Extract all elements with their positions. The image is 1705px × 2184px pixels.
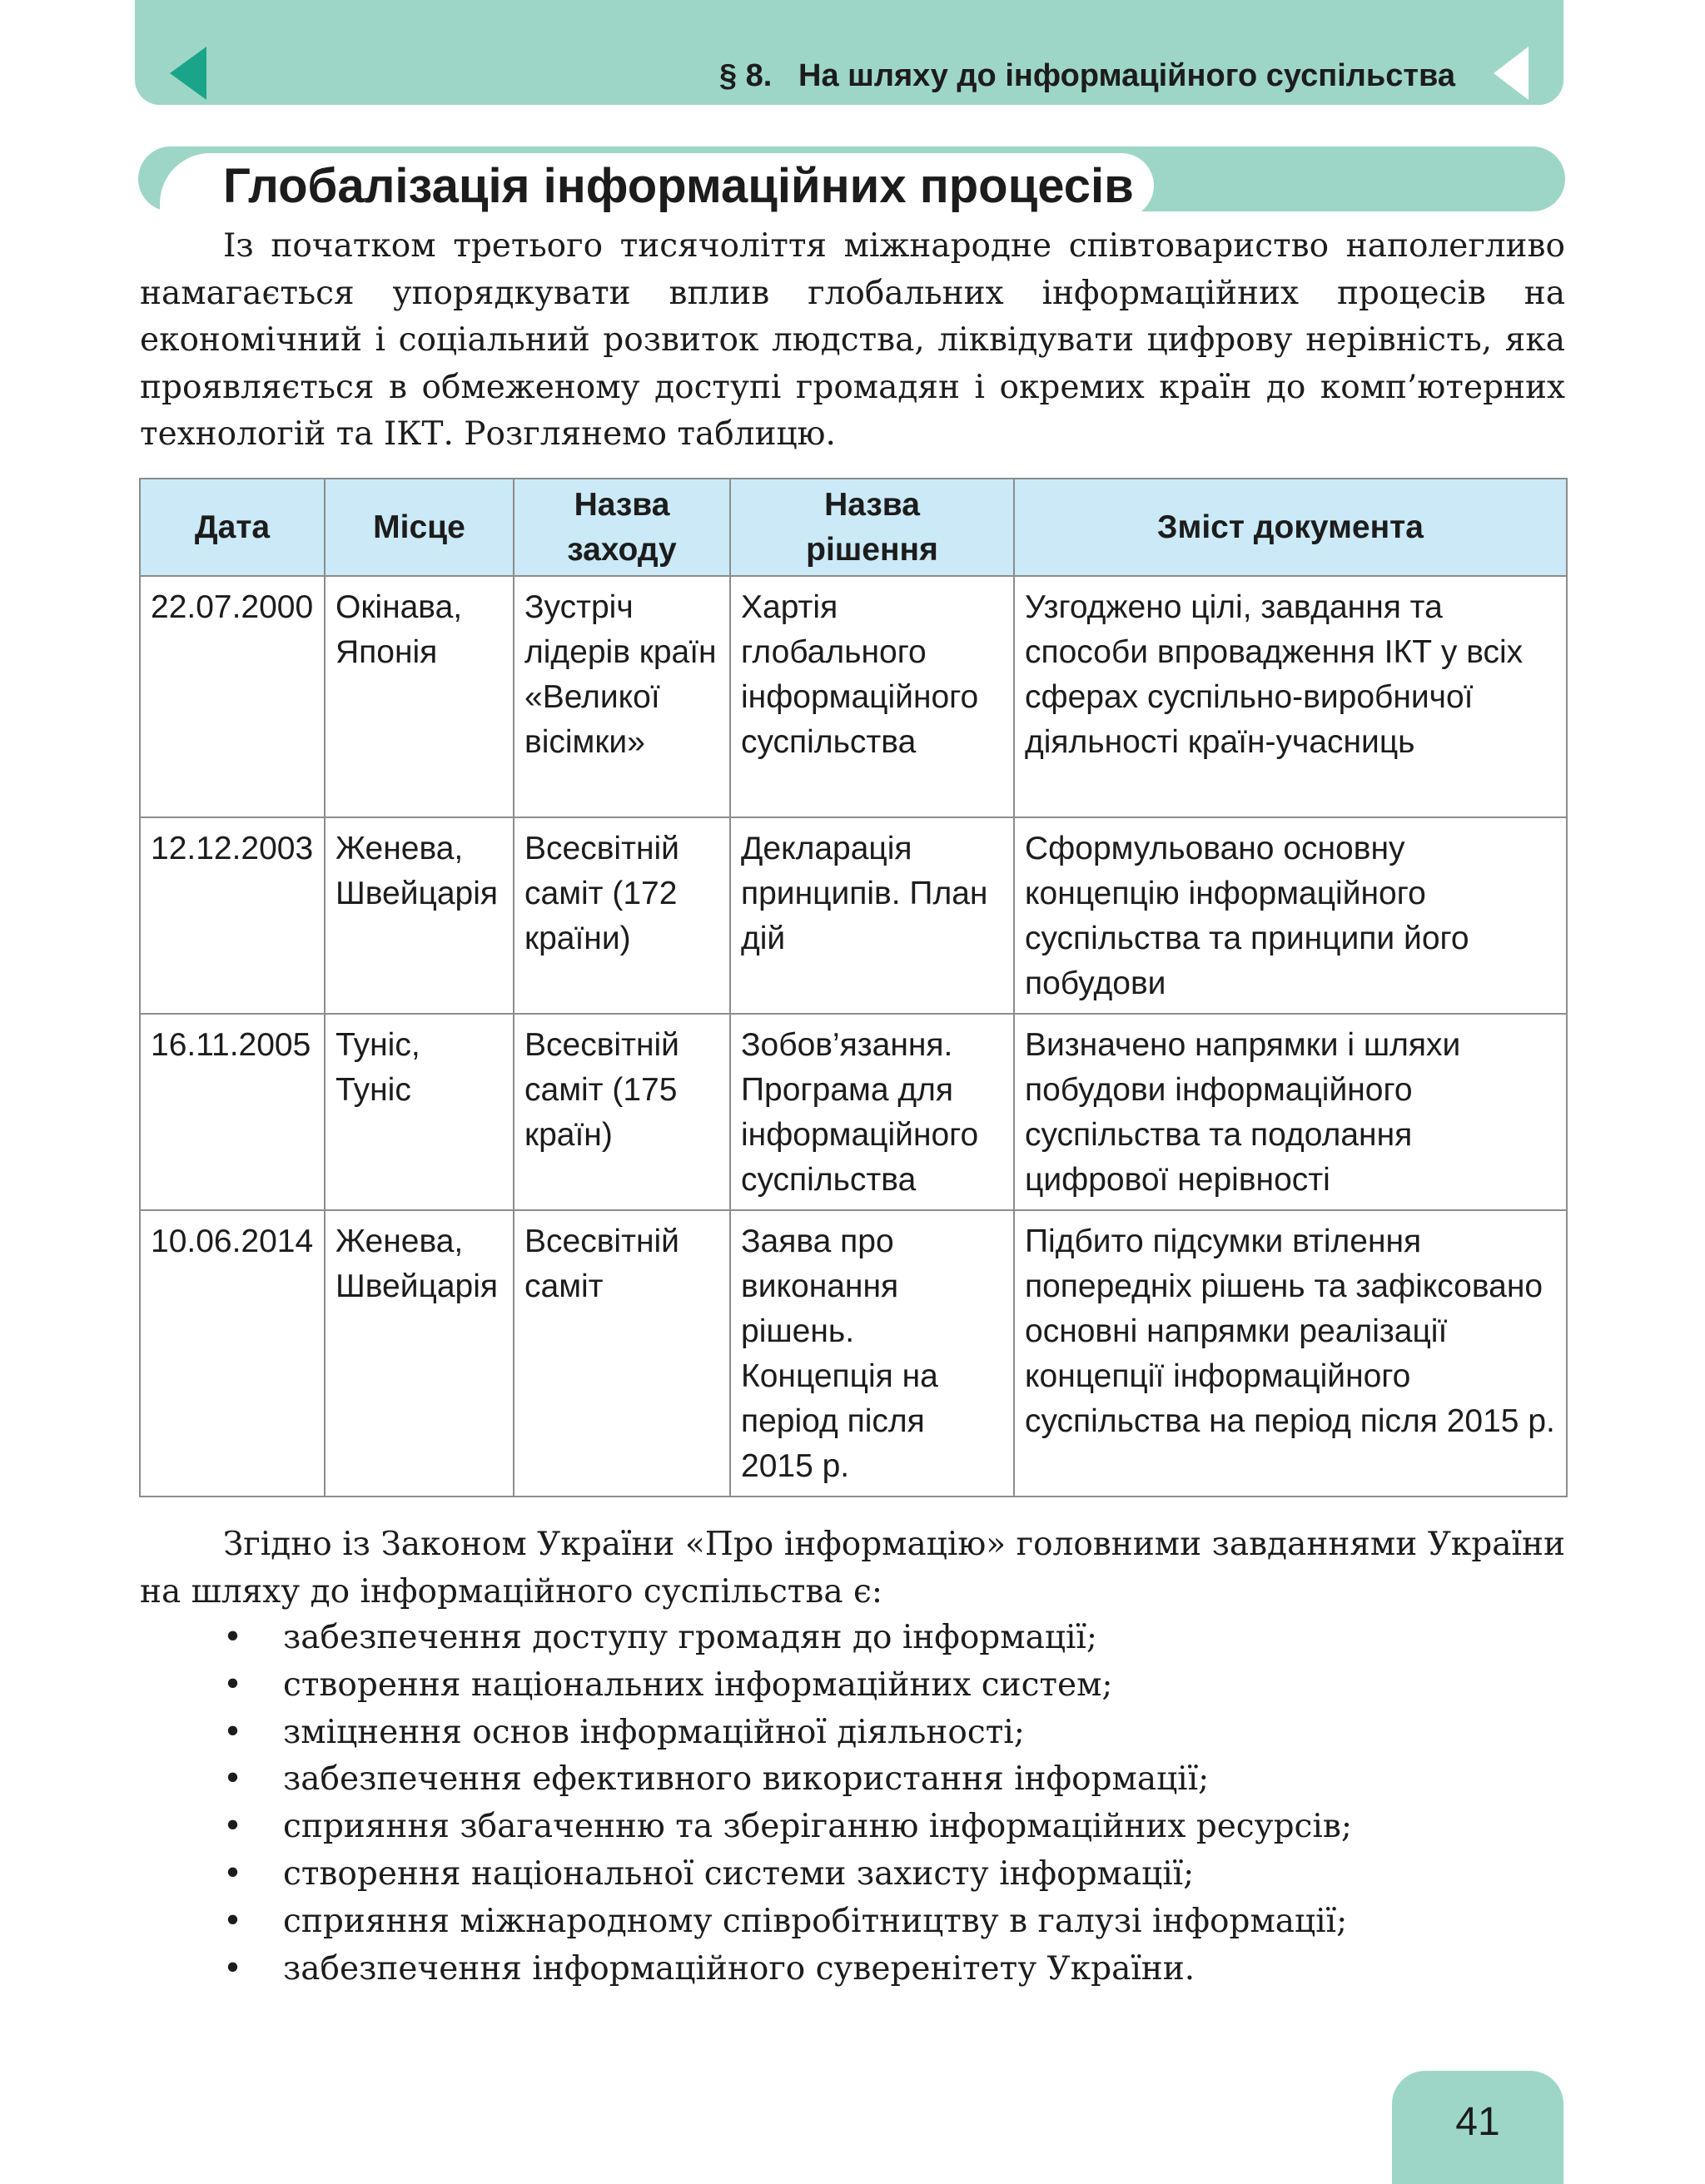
law-paragraph-text: Згідно із Законом України «Про інформацію» головними завданнями України на шляху до інформаційного суспільства є: [140, 1526, 1565, 1611]
triangle-left-icon [1494, 47, 1529, 100]
intro-paragraph-text: Із початком третього тисячоліття міжнародне співтовариство наполегливо намагається упорядкувати вплив глобальних інформаційних процесів на економічний і соціальний розвиток людства, ліквідувати цифрову нерівність, яка проявляється в обмеженому доступі громадян і окремих країн до комп’ютерних технологій та ІКТ. Розглянемо таблицю. [140, 227, 1565, 453]
intro-paragraph [140, 223, 1565, 459]
header-date: Дата [140, 479, 325, 576]
table-header-row [140, 479, 1567, 576]
list-item: • створення національної системи захисту інформації; [218, 1851, 1352, 1899]
cell-date: 12.12.2003 [140, 817, 325, 1014]
cell-place: Женева, Швейцарія [325, 817, 514, 1014]
cell-date: 16.11.2005 [140, 1014, 325, 1210]
table-row [140, 817, 1567, 1014]
law-paragraph [140, 1521, 1565, 1616]
list-item: • зміцнення основ інформаційної діяльності; [218, 1710, 1352, 1757]
list-item: • створення національних інформаційних систем; [218, 1662, 1352, 1710]
cell-date: 22.07.2000 [140, 576, 325, 817]
cell-event: Всесвітній саміт (172 країни) [514, 817, 730, 1014]
table-row [140, 1210, 1567, 1497]
header-event-line2: заходу [567, 531, 677, 568]
list-item: • забезпечення інформаційного суверенітету України. [218, 1946, 1352, 1993]
summits-table [139, 478, 1568, 1497]
cell-content: Підбито підсумки втілення попередніх рішень та зафіксовано основні напрямки реалізації концепції інформаційного суспільства на період після 2015 р. [1014, 1210, 1567, 1497]
cell-place: Женева, Швейцарія [325, 1210, 514, 1497]
chapter-title: § 8. На шляху до інформаційного суспільства [718, 58, 1455, 93]
cell-decision: Заява про виконання рішень. Концепція на період після 2015 р. [730, 1210, 1014, 1497]
tasks-list [218, 1615, 1352, 1993]
cell-event: Всесвітній саміт (175 країн) [514, 1014, 730, 1210]
header-decision-line2: рішення [806, 531, 938, 568]
cell-content: Визначено напрямки і шляхи побудови інформаційного суспільства та подолання цифрової нерівності [1014, 1014, 1567, 1210]
cell-event: Всесвітній саміт [514, 1210, 730, 1497]
table-row [140, 1014, 1567, 1210]
triangle-left-icon [170, 47, 206, 100]
list-item: • забезпечення ефективного використання інформації; [218, 1756, 1352, 1804]
header-content: Зміст документа [1014, 479, 1567, 576]
header-decision-line1: Назва [824, 486, 920, 523]
page-header [135, 0, 1563, 105]
cell-place: Туніс, Туніс [325, 1014, 514, 1210]
header-event [514, 479, 730, 576]
header-decision [730, 479, 1014, 576]
page-number: 41 [1455, 2100, 1500, 2144]
header-place: Місце [325, 479, 514, 576]
cell-event: Зустріч лідерів країн «Великої вісімки» [514, 576, 730, 817]
header-event-line1: Назва [574, 486, 670, 523]
cell-content: Узгоджено цілі, завдання та способи впровадження ІКТ у всіх сферах суспільно-виробничої діяльності країн-учасниць [1014, 576, 1567, 817]
cell-date: 10.06.2014 [140, 1210, 325, 1497]
cell-place: Окінава, Японія [325, 576, 514, 817]
cell-decision: Зобов’язання. Програма для інформаційного суспільства [730, 1014, 1014, 1210]
cell-content: Сформульовано основну концепцію інформаційного суспільства та принципи його побудови [1014, 817, 1567, 1014]
cell-decision: Декларація принципів. План дій [730, 817, 1014, 1014]
list-item: • сприяння збагаченню та зберіганню інформаційних ресурсів; [218, 1804, 1352, 1851]
table-row [140, 576, 1567, 817]
list-item: • сприяння міжнародному співробітництву в галузі інформації; [218, 1899, 1352, 1946]
section-title: Глобалізація інформаційних процесів [223, 159, 1134, 213]
list-item: • забезпечення доступу громадян до інформації; [218, 1615, 1352, 1662]
cell-decision: Хартія глобального інформаційного суспільства [730, 576, 1014, 817]
